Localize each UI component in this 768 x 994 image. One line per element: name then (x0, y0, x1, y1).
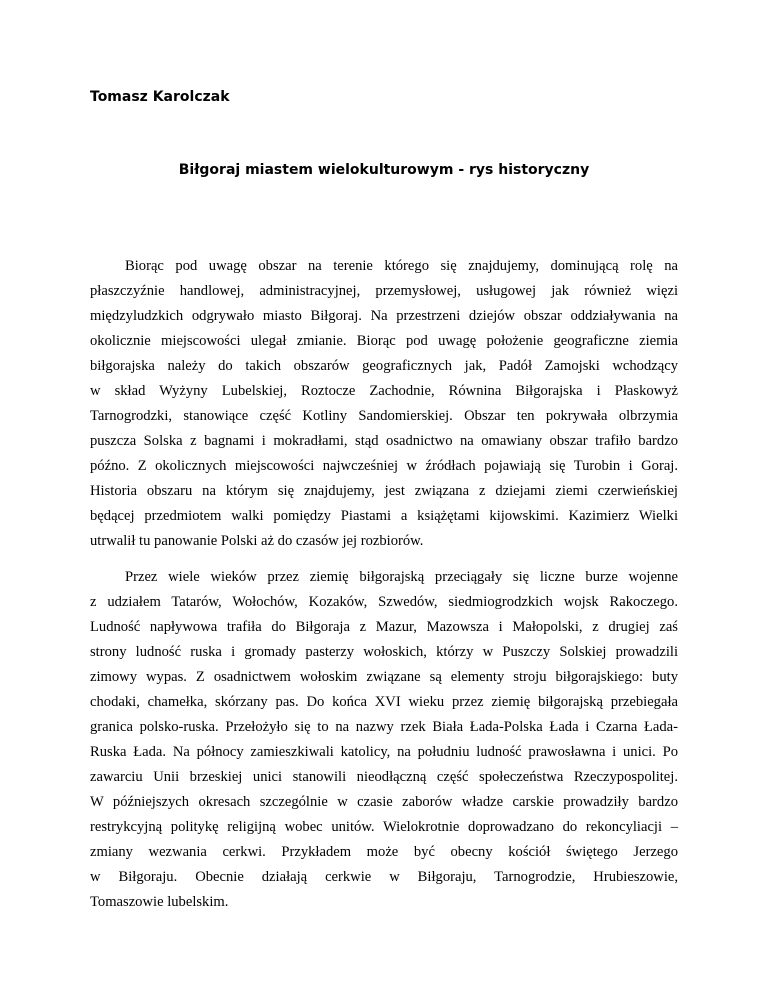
text-line: restrykcyjną politykę religijną wobec unitów. Wielokrotnie doprowadzano do rekoncyliacji – (90, 819, 678, 835)
author-name: Tomasz Karolczak (90, 89, 230, 105)
text-line: w skład Wyżyny Lubelskiej, Roztocze Zachodnie, Równina Biłgorajska i Płaskowyż (90, 383, 678, 399)
text-line: puszcza Solska z bagnami i mokradłami, stąd osadnictwo na omawiany obszar trafiło bardzo (90, 433, 678, 449)
paragraph-2 (90, 565, 678, 915)
text-line: Przez wiele wieków przez ziemię biłgorajską przeciągały się liczne burze wojenne (125, 569, 678, 585)
paragraph-1 (90, 254, 678, 554)
text-line: Tarnogrodzki, stanowiące część Kotliny Sandomierskiej. Obszar ten pokrywała olbrzymia (90, 408, 678, 424)
text-line: zawarciu Unii brzeskiej unici stanowili nieodłączną część społeczeństwa Rzeczypospolitej. (90, 769, 678, 785)
text-line: z udziałem Tatarów, Wołochów, Kozaków, Szwedów, siedmiogrodzkich wojsk Rakoczego. (90, 594, 678, 610)
text-line: chodaki, chamełka, skórzany pas. Do końca XVI wieku przez ziemię biłgorajską przebiegała (90, 694, 678, 710)
text-line: Ludność napływowa trafiła do Biłgoraja z Mazur, Mazowsza i Małopolski, z drugiej zaś (90, 619, 678, 635)
text-line: utrwalił tu panowanie Polski aż do czasów jej rozbiorów. (90, 533, 424, 549)
text-line: późno. Z okolicznych miejscowości najwcześniej w źródłach pojawiają się Turobin i Goraj. (90, 458, 678, 474)
text-line: Historia obszaru na którym się znajdujemy, jest związana z dziejami ziemi czerwieńskiej (90, 483, 678, 499)
text-line: zimowy wypas. Z osadnictwem wołoskim związane są elementy stroju biłgorajskiego: buty (90, 669, 678, 685)
text-line: biłgorajska należy do takich obszarów geograficznych jak, Padół Zamojski wchodzący (90, 358, 678, 374)
text-line: Tomaszowie lubelskim. (90, 894, 229, 910)
text-line: okolicznie miejscowości ulegał zmianie. Biorąc pod uwagę położenie geograficzne ziemia (90, 333, 678, 349)
text-line: W późniejszych okresach szczególnie w czasie zaborów władze carskie prowadziły bardzo (90, 794, 678, 810)
text-line: granica polsko-ruska. Przełożyło się to na nazwy rzek Biała Łada-Polska Łada i Czarna Łada- (90, 719, 678, 735)
text-line: płaszczyźnie handlowej, administracyjnej, przemysłowej, usługowej jak również więzi (90, 283, 678, 299)
text-line: Ruska Łada. Na północy zamieszkiwali katolicy, na południu ludność prawosławna i unici. Po (90, 744, 678, 760)
text-line: strony ludność ruska i gromady pasterzy wołoskich, którzy w Puszczy Solskiej prowadzili (90, 644, 678, 660)
text-line: międzyludzkich odgrywało miasto Biłgoraj. Na przestrzeni dziejów obszar oddziaływania na (90, 308, 678, 324)
text-line: Biorąc pod uwagę obszar na terenie którego się znajdujemy, dominującą rolę na (125, 258, 678, 274)
document-title: Biłgoraj miastem wielokulturowym - rys historyczny (178, 162, 590, 178)
text-line: będącej przedmiotem walki pomiędzy Piastami a książętami kijowskimi. Kazimierz Wielki (90, 508, 678, 524)
text-line: w Biłgoraju. Obecnie działają cerkwie w Biłgoraju, Tarnogrodzie, Hrubieszowie, (90, 869, 678, 885)
text-line: zmiany wezwania cerkwi. Przykładem może być obecny kościół świętego Jerzego (90, 844, 678, 860)
